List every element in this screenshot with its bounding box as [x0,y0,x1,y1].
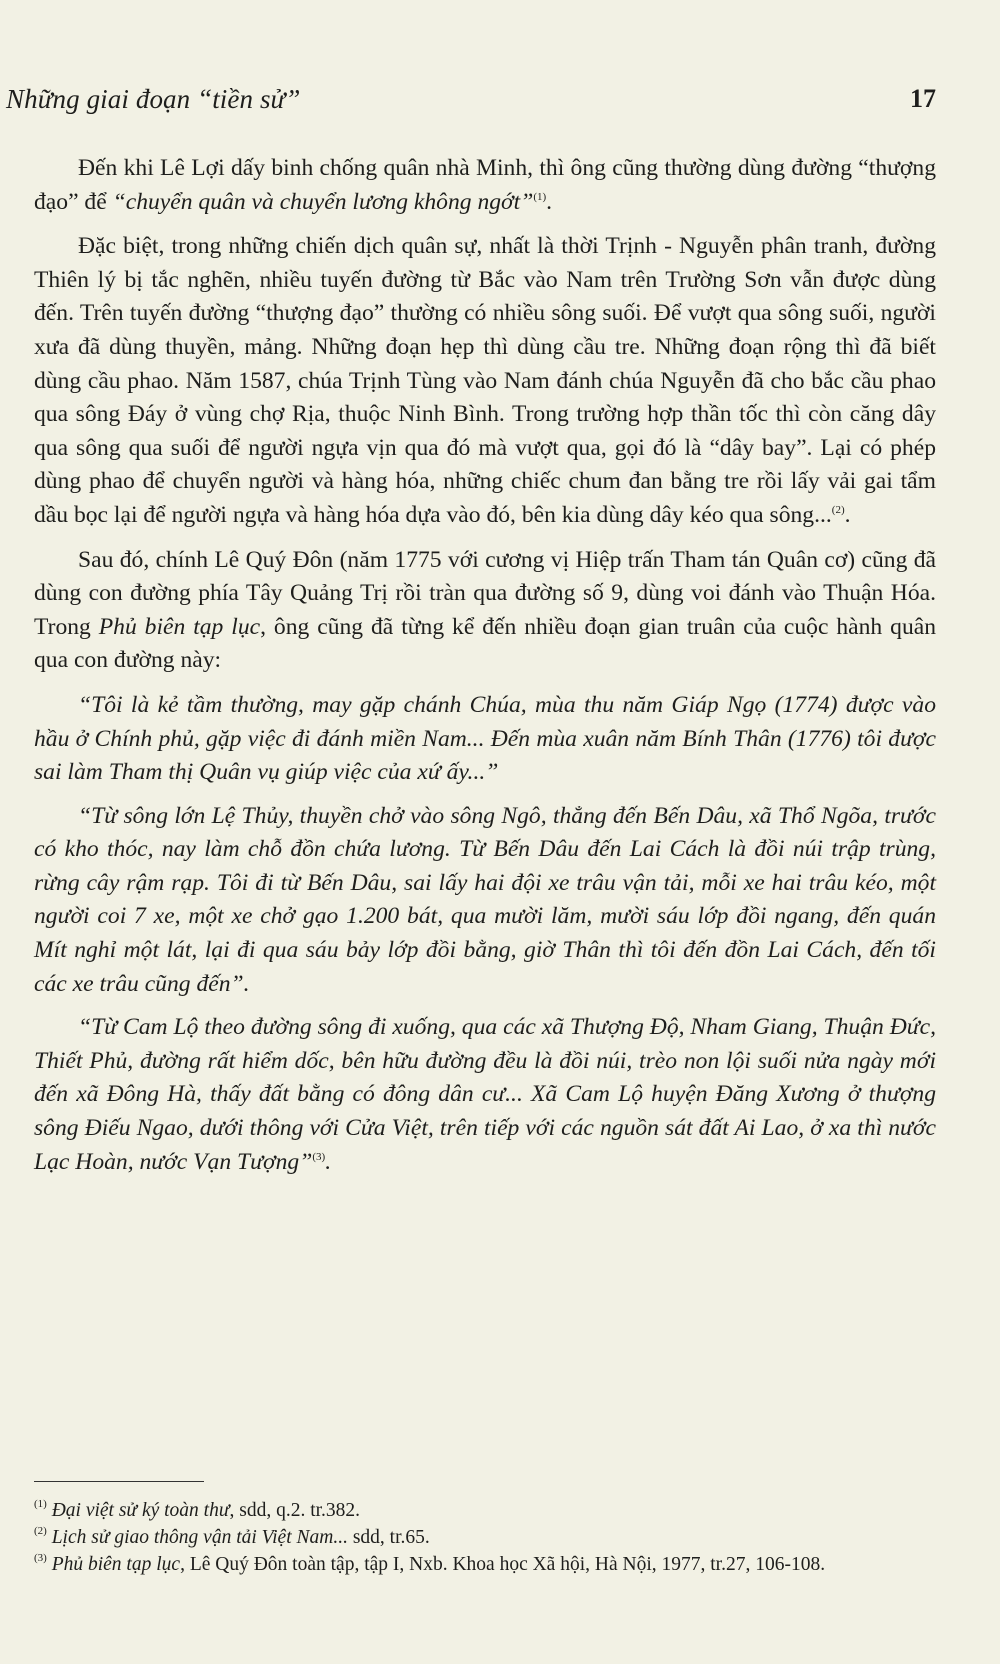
footnote-1: $^{(1)}$ Đại việt sử ký toàn thư, sdd, q.2. tr.382. [34,1498,361,1521]
running-title: Những giai đoạn “tiền sử” [6,84,301,114]
footnote-ref-1: (1) [533,190,547,203]
footnote-2: $^{(2)}$ Lịch sử giao thông vận tải Việt Nam... sdd, tr.65. [34,1525,430,1548]
quote-1: “Tôi là kẻ tầm thường, may gặp chánh Chúa, mùa thu năm Giáp Ngọ (1774) được vào hầu ở Chính phủ, gặp việc đi đánh miền Nam... Đến mùa xuân năm Bính Thân (1776) tôi được sai làm Tham thị Quân vụ giúp việc của xứ ấy...” [34,691,936,786]
quote-2: “Từ sông lớn Lệ Thủy, thuyền chở vào sông Ngô, thẳng đến Bến Dâu, xã Thổ Ngõa, trước có kho thóc, nay làm chỗ đồn chứa lương. Từ Bến Dâu đến Lai Cách là đồi núi trập trùng, rừng cây rậm rạp. Tôi đi từ Bến Dâu, sai lấy hai đội xe trâu vận tải, mỗi xe hai trâu kéo, một người coi 7 xe, một xe chở gạo 1.200 bát, qua mười lăm, mười sáu lớp đồi ngang, đến quán Mít nghỉ một lát, lại đi qua sáu bảy lớp đồi bằng, giờ Thân thì tôi đến đồn Lai Cách, đến tối các xe trâu cũng đến”. [34,802,936,997]
book-title: Phủ biên tạp lục [98,613,261,640]
paragraph-2: Đặc biệt, trong những chiến dịch quân sự, nhất là thời Trịnh - Nguyễn phân tranh, đường Thiên lý bị tắc nghẽn, nhiều tuyến đường từ Bắc vào Nam trên Trường Sơn vẫn được dùng đến. Trên tuyến đường “thượng đạo” thường có nhiều sông suối. Để vượt qua sông suối, người xưa đã dùng thuyền, mảng. Những đoạn hẹp thì dùng cầu tre. Những đoạn rộng thì đã biết dùng cầu phao. Năm 1587, chúa Trịnh Tùng vào Nam đánh chúa Nguyễn đã cho bắc cầu phao qua sông Đáy ở vùng chợ Rịa, thuộc Ninh Bình. Trong trường hợp thần tốc thì còn căng dây qua sông qua suối để người ngựa vịn qua đó mà vượt qua, gọi đó là “dây bay”. Lại có phép dùng phao để chuyển người và hàng hóa, những chiếc chum đan bằng tre rồi lấy vải gai tẩm dầu bọc lại để người ngựa và hàng hóa dựa vào đó, bên kia dùng dây kéo qua sông...$^{(2)}$. [34,233,936,528]
footnote-ref-3: (3) [312,1150,326,1163]
paragraph-3: Sau đó, chính Lê Quý Đôn (năm 1775 với cương vị Hiệp trấn Tham tán Quân cơ) cũng đã dùng con đường phía Tây Quảng Trị rồi tràn qua đường số 9, dùng voi đánh vào Thuận Hóa. Trong Phủ biên tạp lục, ông cũng đã từng kể đến nhiều đoạn gian truân của cuộc hành quân qua con đường này: [34,546,937,674]
paragraph-1: Đến khi Lê Lợi dấy binh chống quân nhà Minh, thì ông cũng thường dùng đường “thượng đạo” để “chuyển quân và chuyển lương không ngớt”$^{(1)}$. [34,155,936,215]
quote-3: “Từ Cam Lộ theo đường sông đi xuống, qua các xã Thượng Độ, Nham Giang, Thuận Đức, Thiết Phủ, đường rất hiểm dốc, bên hữu đường đều là đồi núi, trèo non lội suối nửa ngày mới đến xã Đông Hà, thấy đất bằng có đông dân cư... Xã Cam Lộ huyện Đăng Xương ở thượng sông Điếu Ngao, dưới thông với Cửa Việt, trên tiếp với các nguồn sát đất Ai Lao, ở xa thì nước Lạc Hoàn, nước Vạn Tượng”$^{(3)}$. [34,1014,936,1175]
quoted-phrase: “chuyển quân và chuyển lương không ngớt” [112,188,534,215]
main-text [34,152,936,1189]
footnote-divider [34,1481,204,1482]
page-number: 17 [910,84,936,113]
footnotes [34,1497,936,1578]
footnote-ref-2: (2) [831,503,845,516]
footnote-3: $^{(3)}$ Phủ biên tạp lục, Lê Quý Đôn toàn tập, tập I, Nxb. Khoa học Xã hội, Hà Nội, 1977, tr.27, 106-108. [34,1552,826,1575]
